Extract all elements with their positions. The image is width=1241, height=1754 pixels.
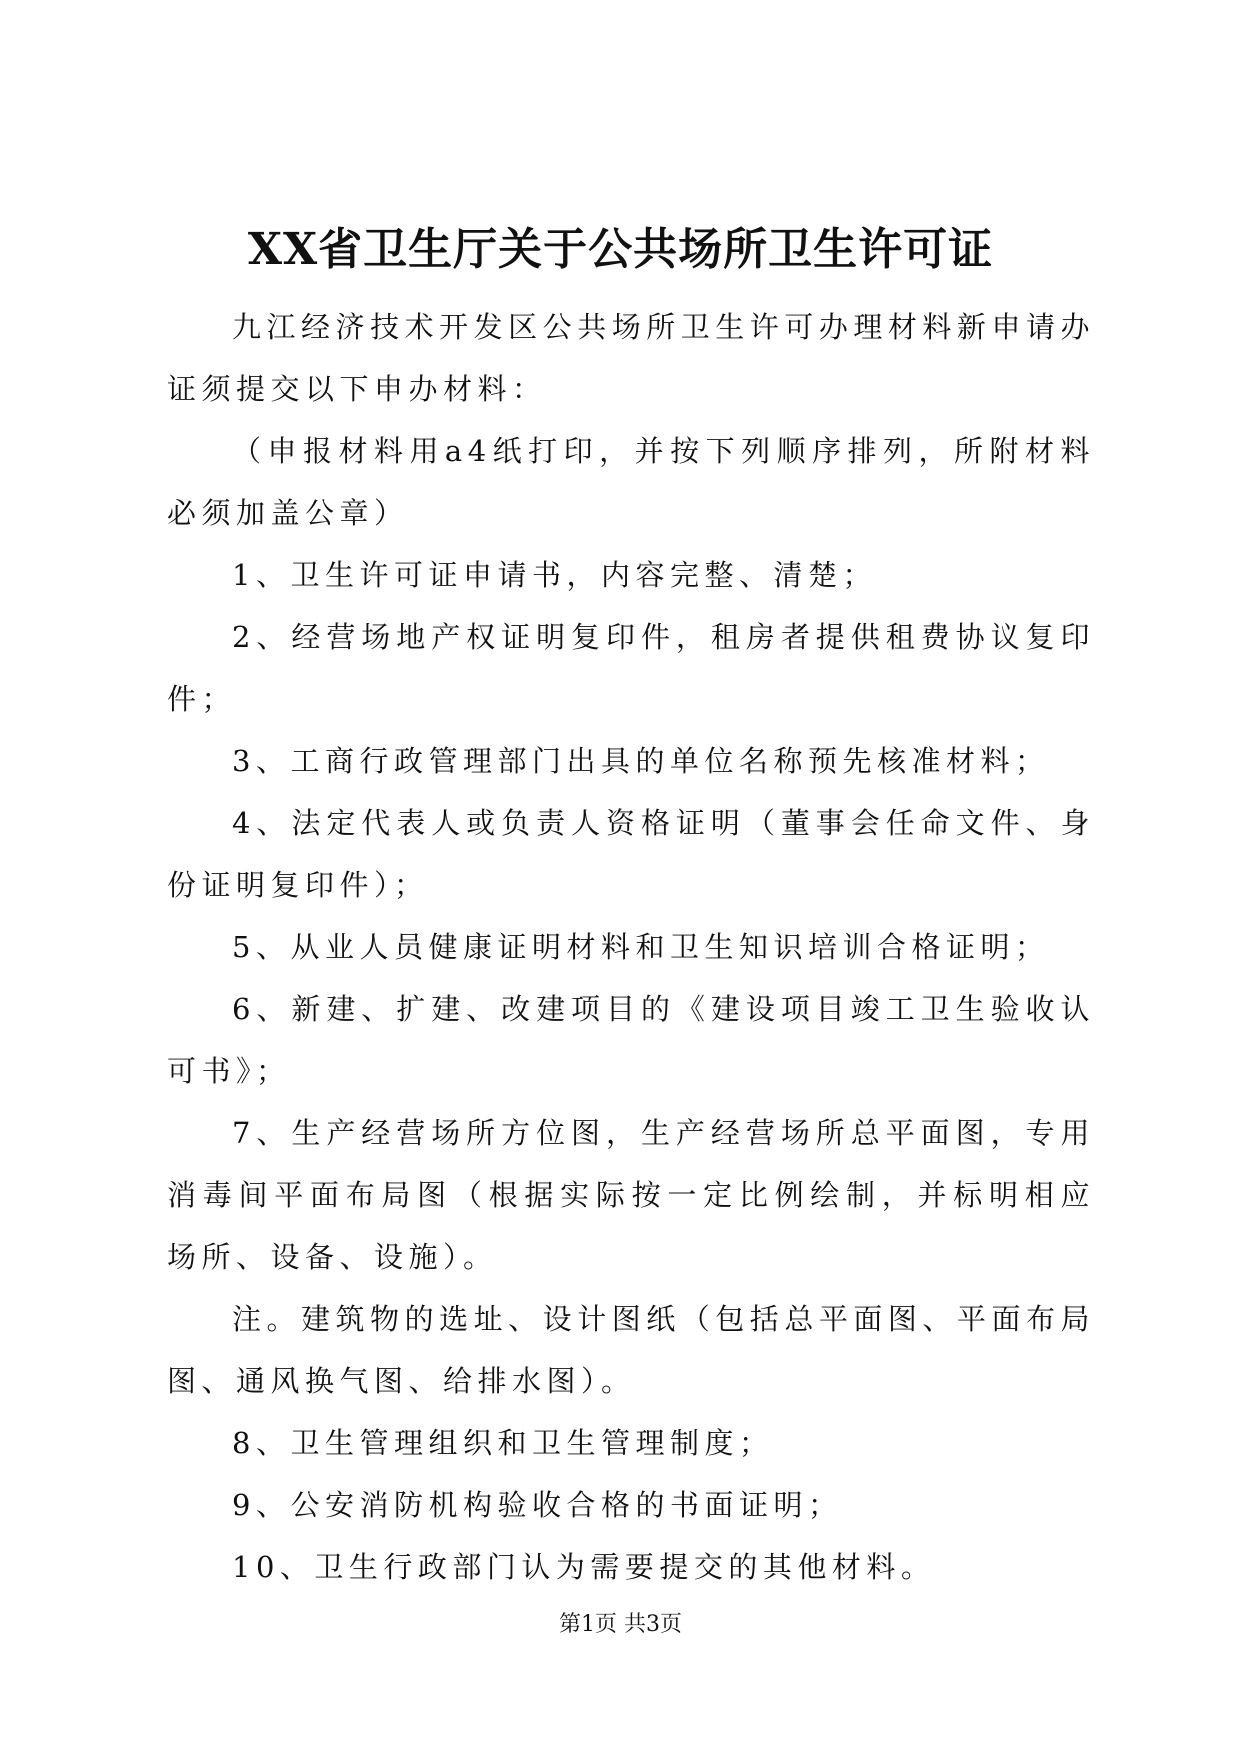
paragraph-intro: 九江经济技术开发区公共场所卫生许可办理材料新申请办证须提交以下申办材料：	[167, 310, 1095, 406]
list-item-8: 8、卫生管理组织和卫生管理制度；	[232, 1426, 774, 1460]
list-item-7: 7、生产经营场所方位图，生产经营场所总平面图，专用消毒间平面布局图（根据实际按一定比例绘制，并标明相应场所、设备、设施）。	[167, 1116, 1095, 1274]
list-item-6: 6、新建、扩建、改建项目的《建设项目竣工卫生验收认可书》；	[167, 992, 1095, 1088]
paragraph-note: 注。建筑物的选址、设计图纸（包括总平面图、平面布局图、通风换气图、给排水图）。	[167, 1302, 1095, 1398]
document-body	[167, 296, 1095, 1598]
list-item-1: 1、卫生许可证申请书，内容完整、清楚；	[232, 558, 877, 592]
list-item-5: 5、从业人员健康证明材料和卫生知识培训合格证明；	[232, 930, 1050, 964]
list-item-9: 9、公安消防机构验收合格的书面证明；	[232, 1488, 843, 1522]
page-footer: 第1页 共3页	[559, 1612, 682, 1637]
list-item-2: 2、经营场地产权证明复印件，租房者提供租费协议复印件；	[167, 620, 1095, 716]
paragraph-note-format: （申报材料用a4纸打印，并按下列顺序排列，所附材料必须加盖公章）	[167, 434, 1095, 530]
document-title: XX省卫生厅关于公共场所卫生许可证	[247, 224, 994, 275]
list-item-3: 3、工商行政管理部门出具的单位名称预先核准材料；	[232, 744, 1050, 778]
list-item-4: 4、法定代表人或负责人资格证明（董事会任命文件、身份证明复印件）；	[167, 806, 1095, 902]
list-item-10: 10、卫生行政部门认为需要提交的其他材料。	[232, 1550, 936, 1584]
